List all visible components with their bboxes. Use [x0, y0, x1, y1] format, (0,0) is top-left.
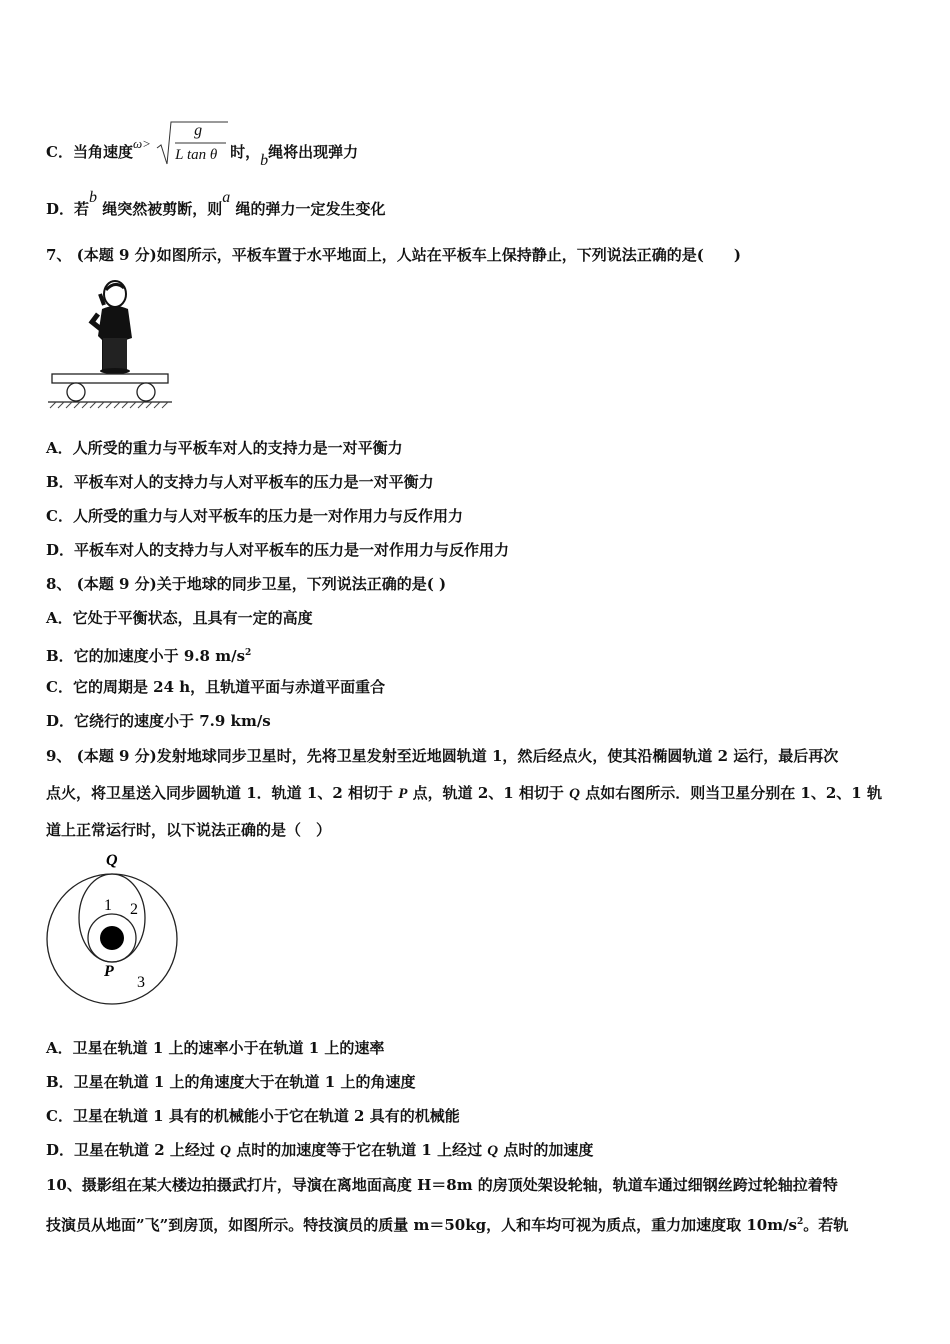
- label-2: 2: [130, 901, 138, 918]
- person-icon: [92, 281, 132, 374]
- q7-stem: 7、 (本题 9 分)如图所示，平板车置于水平地面上，人站在平板车上保持静止，下列说法正确的是( ): [46, 246, 741, 264]
- q7-option-c: C．人所受的重力与人对平板车的压力是一对作用力与反作用力: [46, 507, 463, 525]
- q6-option-c: C．当角速度ω> g L tan θ 时，b绳将出现弹力: [46, 128, 358, 178]
- label-q: Q: [106, 852, 118, 869]
- q7-option-a: A．人所受的重力与平板车对人的支持力是一对平衡力: [46, 439, 403, 457]
- q8-option-b: B．它的加速度小于 9.8 $m/s^2$: [46, 647, 252, 665]
- earth-icon: [100, 926, 124, 950]
- q8-stem: 8、 (本题 9 分)关于地球的同步卫星，下列说法正确的是( ): [46, 575, 447, 593]
- q8-option-a: A．它处于平衡状态，且具有一定的高度: [46, 609, 313, 627]
- var-a: a: [222, 189, 231, 206]
- cart-person-figure: [46, 278, 176, 410]
- label-p: P: [104, 963, 114, 980]
- q7-option-b: B．平板车对人的支持力与人对平板车的压力是一对平衡力: [46, 473, 434, 491]
- label-1: 1: [104, 897, 112, 914]
- orbit-diagram: [44, 850, 184, 1008]
- q9-option-a: A．卫星在轨道 1 上的速率小于在轨道 1 上的速率: [46, 1039, 385, 1057]
- omega-symbol: ω: [132, 136, 143, 151]
- fraction-numerator: g: [194, 122, 203, 139]
- q7-option-d: D．平板车对人的支持力与人对平板车的压力是一对作用力与反作用力: [46, 541, 510, 559]
- q6-option-d: D．若b 绳突然被剪断，则a 绳的弹力一定发生变化: [46, 189, 386, 218]
- q9-option-b: B．卫星在轨道 1 上的角速度大于在轨道 1 上的角速度: [46, 1073, 416, 1091]
- var-b: b: [260, 152, 269, 169]
- var-b: b: [89, 189, 98, 206]
- q9-option-d: D．卫星在轨道 2 上经过 Q 点时的加速度等于它在轨道 1 上经过 Q 点时的加速度: [46, 1141, 594, 1159]
- q9-stem-line1: 9、 (本题 9 分)发射地球同步卫星时，先将卫星发射至近地圆轨道 1，然后经点火，使其沿椭圆轨道 2 运行，最后再次: [46, 747, 839, 765]
- q9-stem-line3: 道上正常运行时，以下说法正确的是（ ）: [46, 821, 332, 839]
- q8-option-d: D．它绕行的速度小于 7.9 km/s: [46, 712, 271, 730]
- q10-stem-line2: 技演员从地面”飞”到房顶，如图所示。特技演员的质量 m＝50kg，人和车均可视为质点，重力加速度取 $10m/s^2$。若轨: [46, 1216, 849, 1234]
- cart-icon: [48, 374, 172, 408]
- q9-option-c: C．卫星在轨道 1 具有的机械能小于它在轨道 2 具有的机械能: [46, 1107, 460, 1125]
- label-3: 3: [137, 974, 145, 991]
- greater-than-symbol: >: [142, 136, 151, 151]
- sqrt-fraction: [156, 118, 230, 168]
- q10-stem-line1: 10、摄影组在某大楼边拍摄武打片，导演在离地面高度 H＝8m 的房顶处架设轮轴，轨道车通过细钢丝跨过轮轴拉着特: [46, 1176, 838, 1194]
- q9-stem-line2: 点火，将卫星送入同步圆轨道 1．轨道 1、2 相切于 P 点，轨道 2、1 相切于 Q 点如右图所示．则当卫星分别在 1、2、1 轨: [46, 784, 882, 802]
- fraction-denominator: L tan θ: [175, 147, 218, 163]
- q8-option-c: C．它的周期是 24 h，且轨道平面与赤道平面重合: [46, 678, 386, 696]
